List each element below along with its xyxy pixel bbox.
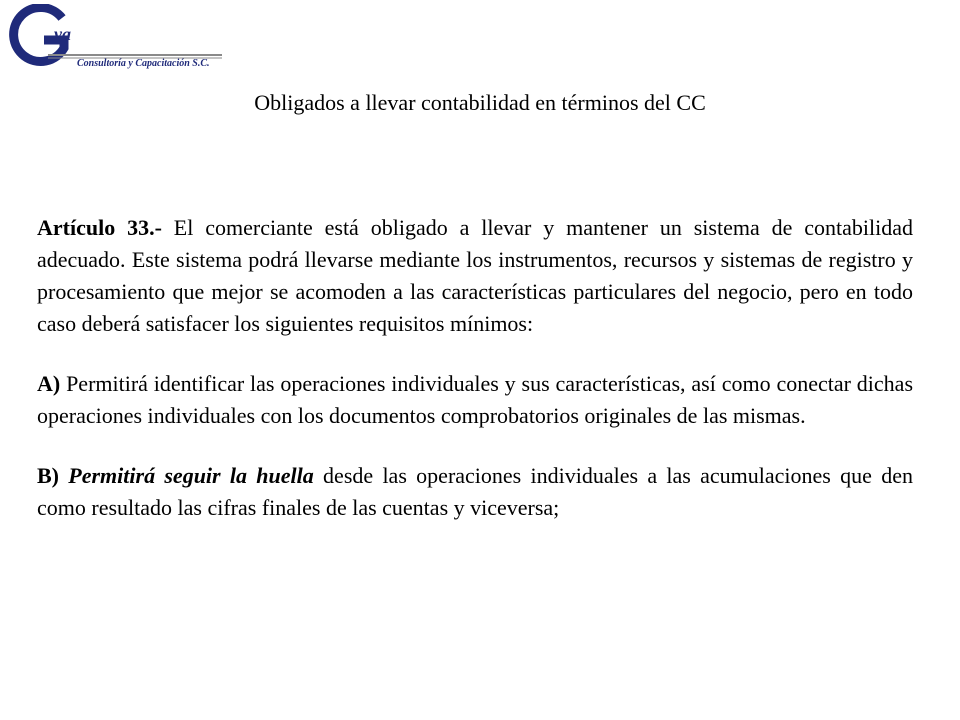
- requirement-a-label: A): [37, 371, 61, 396]
- requirement-b-emphasis: Permitirá seguir la huella: [59, 463, 314, 488]
- requirement-a-paragraph: [37, 368, 913, 432]
- requirement-b-paragraph: [37, 460, 913, 524]
- article-33-text: El comerciante está obligado a llevar y mantener un sistema de contabilidad adecuado. Este sistema podrá llevarse mediante los instrumentos, recursos y sistemas de registro y procesamiento que mejor se acomoden a las características particulares del negocio, pero en todo caso deberá satisfacer los siguientes requisitos mínimos:: [37, 215, 913, 336]
- article-content: [37, 212, 913, 552]
- article-33-paragraph: [37, 212, 913, 340]
- article-33-heading: Artículo 33.-: [37, 215, 162, 240]
- company-logo: [4, 4, 234, 74]
- requirement-b-text: desde las operaciones individuales a las acumulaciones que den como resultado las cifras finales de las cuentas y viceversa;: [37, 463, 913, 520]
- page-title: Obligados a llevar contabilidad en términos del CC: [254, 90, 706, 115]
- logo-tagline: Consultoría y Capacitación S.C.: [77, 58, 210, 69]
- requirement-b-label: B): [37, 463, 59, 488]
- logo-letters: va: [54, 24, 71, 44]
- requirement-a-text: Permitirá identificar las operaciones individuales y sus características, así como conectar dichas operaciones individuales con los documentos comprobatorios originales de las mismas.: [37, 371, 913, 428]
